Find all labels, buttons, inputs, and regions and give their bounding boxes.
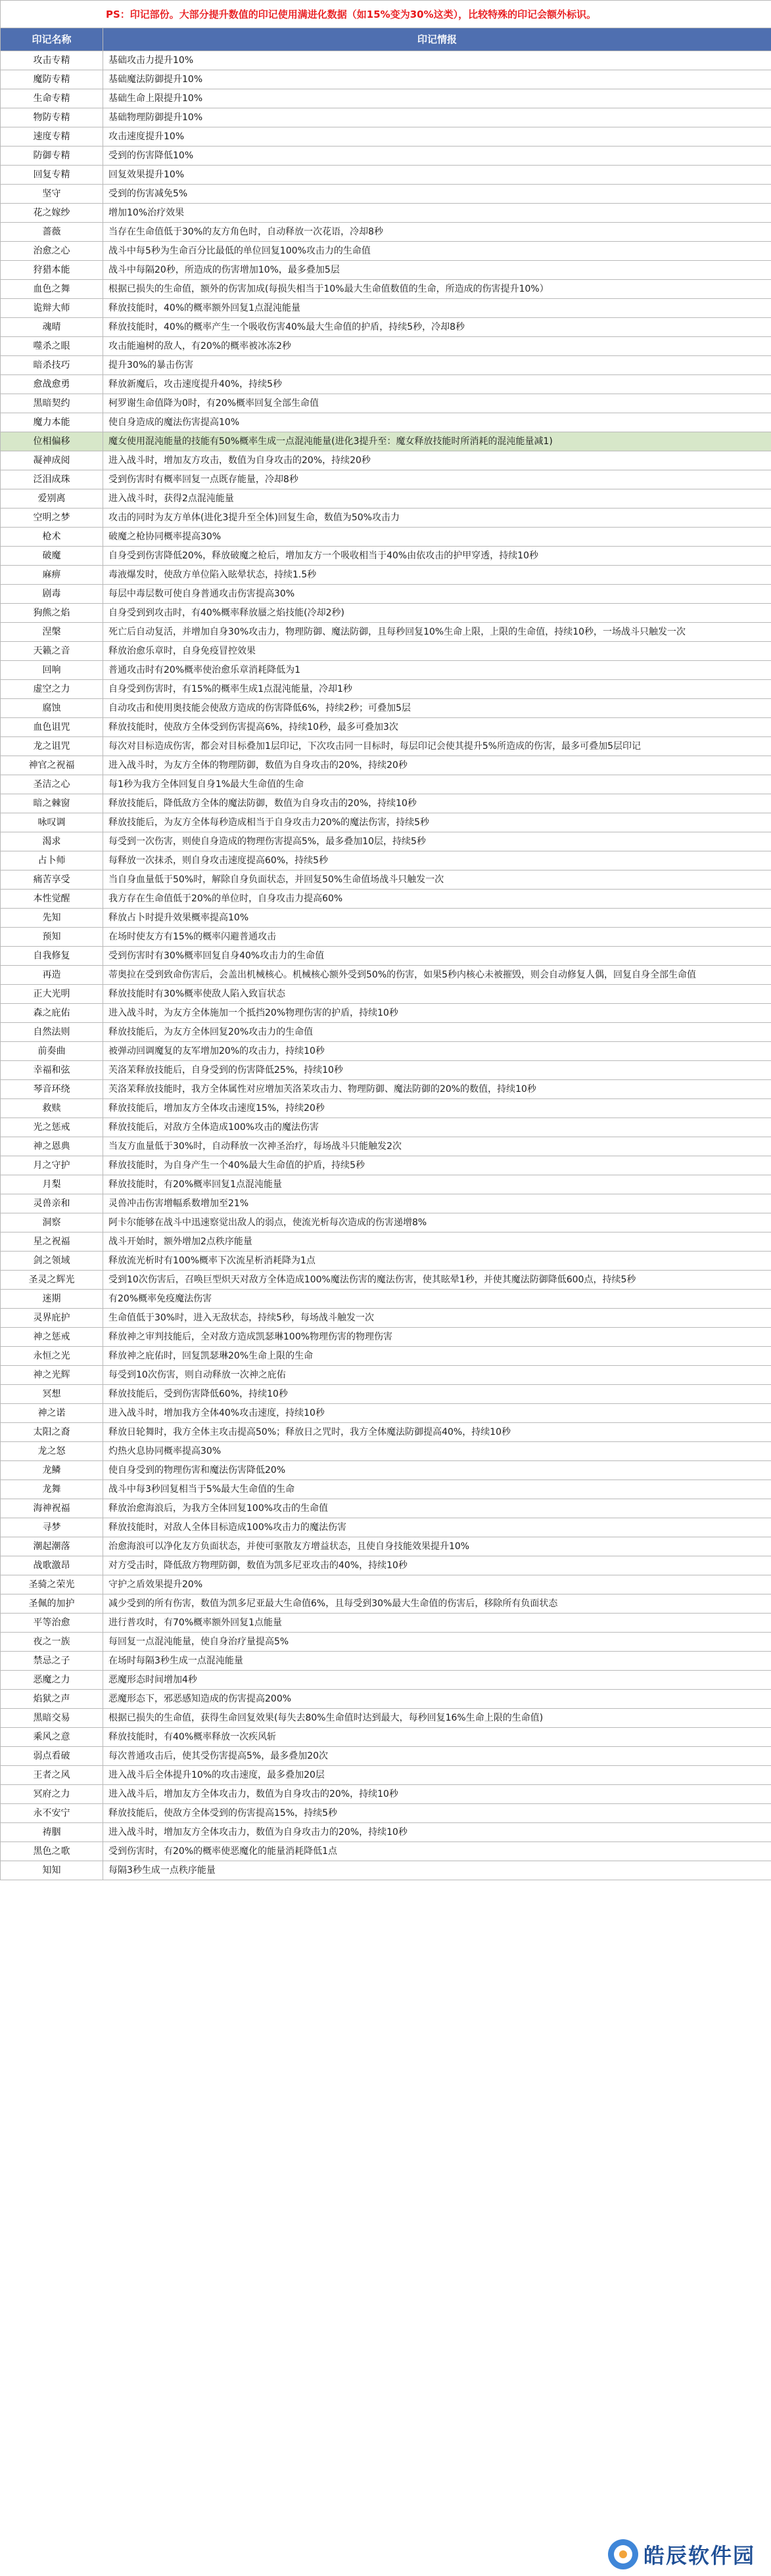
table-row bbox=[1, 1404, 771, 1423]
imprint-desc: 受到的伤害减免5% bbox=[103, 185, 771, 204]
note-row bbox=[1, 1, 771, 28]
imprint-name: 平等治愈 bbox=[1, 1614, 103, 1633]
note-text: PS：印记部份。大部分提升数值的印记使用满进化数据（如15%变为30%这类），比较特殊的印记会额外标识。 bbox=[1, 1, 771, 28]
imprint-name: 位相偏移 bbox=[1, 432, 103, 451]
imprint-name: 回复专精 bbox=[1, 166, 103, 185]
watermark-text: 皓辰软件园 bbox=[643, 2543, 755, 2568]
table-row bbox=[1, 1118, 771, 1137]
imprint-name: 灵兽亲和 bbox=[1, 1194, 103, 1213]
imprint-desc: 攻击的同时为友方单体(进化3提升至全体)回复生命，数值为50%攻击力 bbox=[103, 508, 771, 528]
imprint-desc: 自身受到伤害时，有15%的概率生成1点混沌能量，冷却1秒 bbox=[103, 680, 771, 699]
imprint-name: 诡辩大师 bbox=[1, 299, 103, 318]
imprint-desc: 基础魔法防御提升10% bbox=[103, 70, 771, 89]
table-row bbox=[1, 1194, 771, 1213]
imprint-name: 速度专精 bbox=[1, 127, 103, 147]
imprint-desc: 战斗中每隔20秒，所造成的伤害增加10%，最多叠加5层 bbox=[103, 261, 771, 280]
imprint-desc: 自身受到伤害降低20%，释放破魔之枪后，增加友方一个吸收相当于40%由依攻击的护甲穿透，持续10秒 bbox=[103, 547, 771, 566]
table-row bbox=[1, 1080, 771, 1099]
imprint-name: 痛苦享受 bbox=[1, 870, 103, 890]
imprint-name: 洞察 bbox=[1, 1213, 103, 1232]
imprint-desc: 受到伤害时，有20%的概率使恶魔化的能量消耗降低1点 bbox=[103, 1842, 771, 1861]
table-row bbox=[1, 547, 771, 566]
imprint-desc: 受到伤害时有30%概率回复自身40%攻击力的生命值 bbox=[103, 947, 771, 966]
watermark bbox=[604, 2537, 762, 2572]
imprint-name: 救赎 bbox=[1, 1099, 103, 1118]
imprint-desc: 在场时使友方有15%的概率闪避普通攻击 bbox=[103, 928, 771, 947]
table-row bbox=[1, 870, 771, 890]
table-row bbox=[1, 1137, 771, 1156]
imprint-name: 破魔 bbox=[1, 547, 103, 566]
table-row bbox=[1, 1156, 771, 1175]
table-row bbox=[1, 1213, 771, 1232]
imprint-desc: 释放治愈海浪后，为我方全体回复100%攻击的生命值 bbox=[103, 1499, 771, 1518]
table-row bbox=[1, 299, 771, 318]
table-row bbox=[1, 51, 771, 70]
table-row bbox=[1, 1594, 771, 1614]
imprint-desc: 释放流光析时有100%概率下次流星析消耗降为1点 bbox=[103, 1252, 771, 1271]
imprint-desc: 灵兽冲击伤害增幅系数增加至21% bbox=[103, 1194, 771, 1213]
imprint-desc: 进入战斗后，增加友方全体攻击力，数值为自身攻击的20%，持续10秒 bbox=[103, 1785, 771, 1804]
imprint-desc: 攻击速度提升10% bbox=[103, 127, 771, 147]
imprint-desc: 每隔3秒生成一点秩序能量 bbox=[103, 1861, 771, 1880]
imprint-name: 空明之梦 bbox=[1, 508, 103, 528]
imprint-desc: 每受到一次伤害，则使自身造成的物理伤害提高5%，最多叠加10层，持续5秒 bbox=[103, 832, 771, 851]
imprint-name: 黑色之歌 bbox=[1, 1842, 103, 1861]
imprint-name: 龙鳞 bbox=[1, 1461, 103, 1480]
table-row bbox=[1, 890, 771, 909]
imprint-desc: 释放技能后，为友方全体每秒造成相当于自身攻击力20%的魔法伤害，持续5秒 bbox=[103, 813, 771, 832]
table-row bbox=[1, 1232, 771, 1252]
imprint-name: 魂晴 bbox=[1, 318, 103, 337]
imprint-name: 物防专精 bbox=[1, 108, 103, 127]
table-row bbox=[1, 1537, 771, 1556]
imprint-name: 狗熊之焰 bbox=[1, 604, 103, 623]
imprint-name: 黑暗交易 bbox=[1, 1709, 103, 1728]
imprint-name: 圣洁之心 bbox=[1, 775, 103, 794]
imprint-desc: 释放技能时，对敌人全体目标造成100%攻击力的魔法伤害 bbox=[103, 1518, 771, 1537]
imprint-name: 渴求 bbox=[1, 832, 103, 851]
imprint-name: 王者之风 bbox=[1, 1766, 103, 1785]
table-row bbox=[1, 1480, 771, 1499]
imprint-name: 焰狱之声 bbox=[1, 1690, 103, 1709]
imprint-desc: 攻击能遍树的敌人，有20%的概率被冰冻2秒 bbox=[103, 337, 771, 356]
imprint-name: 幸福和弦 bbox=[1, 1061, 103, 1080]
imprint-name: 花之嫁纱 bbox=[1, 204, 103, 223]
imprint-name: 麻痹 bbox=[1, 566, 103, 585]
table-row bbox=[1, 1861, 771, 1880]
imprint-name: 腐蚀 bbox=[1, 699, 103, 718]
imprint-name: 海神祝福 bbox=[1, 1499, 103, 1518]
imprint-desc: 自身受到到攻击时，有40%概率释放蜃之焰技能(冷却2秒) bbox=[103, 604, 771, 623]
imprint-desc: 进入战斗时，增加友方攻击，数值为自身攻击的20%，持续20秒 bbox=[103, 451, 771, 470]
imprint-name: 琴音环绕 bbox=[1, 1080, 103, 1099]
imprint-name: 血色诅咒 bbox=[1, 718, 103, 737]
table-row bbox=[1, 1271, 771, 1290]
imprint-desc: 使自身受到的物理伤害和魔法伤害降低20% bbox=[103, 1461, 771, 1480]
imprint-desc: 生命值低于30%时，进入无敌状态，持续5秒，每场战斗触发一次 bbox=[103, 1309, 771, 1328]
table-row bbox=[1, 166, 771, 185]
imprint-name: 暗之棘窗 bbox=[1, 794, 103, 813]
imprint-name: 噬杀之眼 bbox=[1, 337, 103, 356]
imprint-desc: 战斗中每3秒回复相当于5%最大生命值的生命 bbox=[103, 1480, 771, 1499]
imprint-desc: 魔女使用混沌能量的技能有50%概率生成一点混沌能量(进化3提升至：魔女释放技能时所消耗的混沌能量减1) bbox=[103, 432, 771, 451]
imprint-desc: 每受到10次伤害，则自动释放一次神之庇佑 bbox=[103, 1366, 771, 1385]
table-row bbox=[1, 1347, 771, 1366]
table-row bbox=[1, 1499, 771, 1518]
imprint-name: 太阳之裔 bbox=[1, 1423, 103, 1442]
imprint-name: 愈战愈勇 bbox=[1, 375, 103, 394]
imprint-name: 先知 bbox=[1, 909, 103, 928]
table-row bbox=[1, 832, 771, 851]
imprint-desc: 释放新魔后，攻击速度提升40%，持续5秒 bbox=[103, 375, 771, 394]
table-row bbox=[1, 1061, 771, 1080]
imprint-desc: 释放技能时有30%概率使敌人陷入致盲状态 bbox=[103, 985, 771, 1004]
imprint-desc: 进入战斗时，获得2点混沌能量 bbox=[103, 489, 771, 508]
imprint-name: 祷胭 bbox=[1, 1823, 103, 1842]
imprint-name: 枪术 bbox=[1, 528, 103, 547]
table-row bbox=[1, 185, 771, 204]
imprint-desc: 释放占卜时提升效果概率提高10% bbox=[103, 909, 771, 928]
imprint-desc: 释放技能时，40%的概率产生一个吸收伤害40%最大生命值的护盾，持续5秒，冷却8秒 bbox=[103, 318, 771, 337]
imprint-desc: 守护之盾效果提升20% bbox=[103, 1575, 771, 1594]
imprint-name: 自我修复 bbox=[1, 947, 103, 966]
imprint-name: 月梨 bbox=[1, 1175, 103, 1194]
table-row bbox=[1, 470, 771, 489]
imprint-desc: 蒂奥拉在受到致命伤害后，会盖出机械核心。机械核心额外受到50%的伤害，如果5秒内核心未被摧毁，则会自动修复人偶，回复自身全部生命值 bbox=[103, 966, 771, 985]
imprint-desc: 释放技能后，受到伤害降低60%，持续10秒 bbox=[103, 1385, 771, 1404]
imprint-name: 坚守 bbox=[1, 185, 103, 204]
table-row bbox=[1, 318, 771, 337]
imprint-name: 圣灵之辉光 bbox=[1, 1271, 103, 1290]
imprint-name: 占卜师 bbox=[1, 851, 103, 870]
table-row bbox=[1, 947, 771, 966]
imprint-name: 夜之一族 bbox=[1, 1633, 103, 1652]
imprint-desc: 释放神之审判技能后，全对敌方造成凯瑟琳100%物理伤害的物理伤害 bbox=[103, 1328, 771, 1347]
imprint-name: 血色之舞 bbox=[1, 280, 103, 299]
imprint-desc: 进入战斗后全体提升10%的攻击速度，最多叠加20层 bbox=[103, 1766, 771, 1785]
table-row bbox=[1, 1709, 771, 1728]
table-row bbox=[1, 1575, 771, 1594]
table-row bbox=[1, 585, 771, 604]
imprint-desc: 提升30%的暴击伤害 bbox=[103, 356, 771, 375]
table-row bbox=[1, 566, 771, 585]
table-row bbox=[1, 1442, 771, 1461]
imprint-name: 神之诺 bbox=[1, 1404, 103, 1423]
imprint-desc: 每次普通攻击后，使其受伤害提高5%，最多叠加20次 bbox=[103, 1747, 771, 1766]
imprint-name: 剑之领域 bbox=[1, 1252, 103, 1271]
table-row bbox=[1, 966, 771, 985]
imprint-name: 暗杀技巧 bbox=[1, 356, 103, 375]
imprint-name: 潮起潮落 bbox=[1, 1537, 103, 1556]
table-row bbox=[1, 661, 771, 680]
imprint-desc: 战斗中每5秒为生命百分比最低的单位回复100%攻击力的生命值 bbox=[103, 242, 771, 261]
imprint-desc: 被弹动回调魔复的友军增加20%的攻击力，持续10秒 bbox=[103, 1042, 771, 1061]
imprint-name: 虚空之力 bbox=[1, 680, 103, 699]
imprint-desc: 释放神之庇佑时，回复凯瑟琳20%生命上限的生命 bbox=[103, 1347, 771, 1366]
imprint-desc: 根据已损失的生命值，获得生命回复效果(每失去80%生命值时达到最大，每秒回复16%生命上限的生命值) bbox=[103, 1709, 771, 1728]
imprint-desc: 释放技能时，40%的概率额外回复1点混沌能量 bbox=[103, 299, 771, 318]
imprint-name: 前奏曲 bbox=[1, 1042, 103, 1061]
imprint-name: 永恒之光 bbox=[1, 1347, 103, 1366]
imprint-name: 冥想 bbox=[1, 1385, 103, 1404]
imprint-name: 永不安宁 bbox=[1, 1804, 103, 1823]
imprint-desc: 阿卡尔能够在战斗中迅速察觉出敌人的弱点，使流光析每次造成的伤害递增8% bbox=[103, 1213, 771, 1232]
table-row bbox=[1, 127, 771, 147]
imprint-desc: 自动攻击和使用奥技能会使敌方造成的伤害降低6%，持续2秒；可叠加5层 bbox=[103, 699, 771, 718]
table-row bbox=[1, 432, 771, 451]
imprint-desc: 基础物理防御提升10% bbox=[103, 108, 771, 127]
imprint-name: 圣骑之荣光 bbox=[1, 1575, 103, 1594]
imprint-desc: 柯罗谢生命值降为0时，有20%概率回复全部生命值 bbox=[103, 394, 771, 413]
imprint-name: 本性觉醒 bbox=[1, 890, 103, 909]
imprint-desc: 基础攻击力提升10% bbox=[103, 51, 771, 70]
table-row bbox=[1, 775, 771, 794]
imprint-desc: 当友方血量低于30%时，自动释放一次神圣治疗，每场战斗只能触发2次 bbox=[103, 1137, 771, 1156]
imprint-desc: 回复效果提升10% bbox=[103, 166, 771, 185]
imprint-desc: 释放技能后，降低敌方全体的魔法防御，数值为自身攻击的20%，持续10秒 bbox=[103, 794, 771, 813]
table-row bbox=[1, 1556, 771, 1575]
table-row bbox=[1, 1366, 771, 1385]
imprint-name: 正大光明 bbox=[1, 985, 103, 1004]
imprint-name: 森之庇佑 bbox=[1, 1004, 103, 1023]
imprint-name: 再造 bbox=[1, 966, 103, 985]
table-row bbox=[1, 413, 771, 432]
imprint-desc: 进入战斗时，增加我方全体40%攻击速度，持续10秒 bbox=[103, 1404, 771, 1423]
imprint-desc: 基础生命上限提升10% bbox=[103, 89, 771, 108]
table-row bbox=[1, 261, 771, 280]
table-row bbox=[1, 604, 771, 623]
table-row bbox=[1, 70, 771, 89]
table-row bbox=[1, 1461, 771, 1480]
imprint-desc: 释放技能时，为自身产生一个40%最大生命值的护盾，持续5秒 bbox=[103, 1156, 771, 1175]
imprint-desc: 释放技能时，使敌方全体受到伤害提高6%，持续10秒，最多可叠加3次 bbox=[103, 718, 771, 737]
table-row bbox=[1, 1385, 771, 1404]
table-row bbox=[1, 204, 771, 223]
imprint-name: 知知 bbox=[1, 1861, 103, 1880]
imprint-name: 弱点看破 bbox=[1, 1747, 103, 1766]
imprint-name: 治愈之心 bbox=[1, 242, 103, 261]
imprint-desc: 我方存在生命值低于20%的单位时，自身攻击力提高60% bbox=[103, 890, 771, 909]
imprint-name: 攻击专精 bbox=[1, 51, 103, 70]
table-row bbox=[1, 508, 771, 528]
imprint-desc: 当自身血量低于50%时，解除自身负面状态，并回复50%生命值场战斗只触发一次 bbox=[103, 870, 771, 890]
imprint-desc: 使自身造成的魔法伤害提高10% bbox=[103, 413, 771, 432]
imprint-name: 剧毒 bbox=[1, 585, 103, 604]
imprint-desc: 在场时每隔3秒生成一点混沌能量 bbox=[103, 1652, 771, 1671]
imprint-name: 龙舞 bbox=[1, 1480, 103, 1499]
header-desc: 印记情报 bbox=[103, 28, 771, 51]
table-row bbox=[1, 1747, 771, 1766]
table-row bbox=[1, 108, 771, 127]
imprint-desc: 每1秒为我方全体回复自身1%最大生命值的生命 bbox=[103, 775, 771, 794]
imprint-desc: 死亡后自动复活，并增加自身30%攻击力，物理防御、魔法防御，且每秒回复10%生命上限，上限的生命值，持续10秒，一场战斗只触发一次 bbox=[103, 623, 771, 642]
imprint-name: 神之恩典 bbox=[1, 1137, 103, 1156]
imprint-name: 咏叹调 bbox=[1, 813, 103, 832]
imprint-desc: 每释放一次抹杀，则自身攻击速度提高60%，持续5秒 bbox=[103, 851, 771, 870]
imprint-desc: 释放日轮舞时，我方全体主攻击提高50%；释放日之咒时，我方全体魔法防御提高40%，持续10秒 bbox=[103, 1423, 771, 1442]
imprint-name: 爱别离 bbox=[1, 489, 103, 508]
imprint-desc: 毒液爆发时，使敌方单位陷入眩晕状态，持续1.5秒 bbox=[103, 566, 771, 585]
table-row bbox=[1, 1004, 771, 1023]
table-row bbox=[1, 985, 771, 1004]
imprint-name: 龙之诅咒 bbox=[1, 737, 103, 756]
table-row bbox=[1, 394, 771, 413]
table-row bbox=[1, 1042, 771, 1061]
table-row bbox=[1, 280, 771, 299]
imprint-name: 寻梦 bbox=[1, 1518, 103, 1537]
table-row bbox=[1, 756, 771, 775]
imprint-name: 自然法则 bbox=[1, 1023, 103, 1042]
imprint-desc: 减少受到的所有伤害，数值为凯多尼亚最大生命值6%，且每受到30%最大生命值的伤害后，移除所有负面状态 bbox=[103, 1594, 771, 1614]
imprint-name: 星之祝福 bbox=[1, 1232, 103, 1252]
table-row bbox=[1, 909, 771, 928]
table-row bbox=[1, 1823, 771, 1842]
table-row bbox=[1, 1099, 771, 1118]
table-row bbox=[1, 1652, 771, 1671]
imprint-name: 狩猎本能 bbox=[1, 261, 103, 280]
imprint-desc: 灼热火息协同概率提高30% bbox=[103, 1442, 771, 1461]
imprint-name: 魔力本能 bbox=[1, 413, 103, 432]
imprint-desc: 当存在生命值低于30%的友方角色时，自动释放一次花语，冷却8秒 bbox=[103, 223, 771, 242]
table-row bbox=[1, 699, 771, 718]
table-row bbox=[1, 1518, 771, 1537]
imprint-name: 恶魔之力 bbox=[1, 1671, 103, 1690]
imprint-desc: 治愈海浪可以净化友方负面状态，并使可驱散友方增益状态，且使自身技能效果提升10% bbox=[103, 1537, 771, 1556]
table-row bbox=[1, 794, 771, 813]
imprint-name: 预知 bbox=[1, 928, 103, 947]
imprint-name: 生命专精 bbox=[1, 89, 103, 108]
table-row bbox=[1, 1290, 771, 1309]
table-row bbox=[1, 223, 771, 242]
imprint-name: 乘风之意 bbox=[1, 1728, 103, 1747]
table-row bbox=[1, 737, 771, 756]
imprint-desc: 释放技能后，为友方全体回复20%攻击力的生命值 bbox=[103, 1023, 771, 1042]
imprint-desc: 进入战斗时，为友方全体的物理防御，数值为自身攻击的20%，持续20秒 bbox=[103, 756, 771, 775]
table-row bbox=[1, 1728, 771, 1747]
table-row bbox=[1, 1766, 771, 1785]
table-row bbox=[1, 1023, 771, 1042]
imprint-name: 蔷薇 bbox=[1, 223, 103, 242]
table-row bbox=[1, 1309, 771, 1328]
imprint-desc: 释放技能后，对敌方全体造成100%攻击的魔法伤害 bbox=[103, 1118, 771, 1137]
imprint-desc: 每层中毒层数可使自身普通攻击伤害提高30% bbox=[103, 585, 771, 604]
imprint-desc: 增加10%治疗效果 bbox=[103, 204, 771, 223]
table-row bbox=[1, 928, 771, 947]
imprint-name: 泛泪成珠 bbox=[1, 470, 103, 489]
watermark-logo-icon bbox=[608, 2539, 638, 2569]
table-row bbox=[1, 851, 771, 870]
imprint-desc: 芙洛茉释放技能后，自身受到的伤害降低25%，持续10秒 bbox=[103, 1061, 771, 1080]
imprint-name: 涅槃 bbox=[1, 623, 103, 642]
imprint-desc: 破魔之枪协同概率提高30% bbox=[103, 528, 771, 547]
imprint-desc: 恶魔形态时间增加4秒 bbox=[103, 1671, 771, 1690]
imprint-name: 天籁之音 bbox=[1, 642, 103, 661]
header-row bbox=[1, 28, 771, 51]
table-row bbox=[1, 1785, 771, 1804]
table-row bbox=[1, 1633, 771, 1652]
imprint-desc: 每次对目标造成伤害，都会对目标叠加1层印记，下次攻击同一目标时，每层印记会使其提升5%所造成的伤害，最多可叠加5层印记 bbox=[103, 737, 771, 756]
imprint-name: 龙之怒 bbox=[1, 1442, 103, 1461]
imprint-desc: 战斗开始时，额外增加2点秩序能量 bbox=[103, 1232, 771, 1252]
table-row bbox=[1, 623, 771, 642]
table-row bbox=[1, 451, 771, 470]
table-row bbox=[1, 1804, 771, 1823]
table-row bbox=[1, 528, 771, 547]
imprint-desc: 受到10次伤害后，召唤巨型炽天对敌方全体造成100%魔法伤害的魔法伤害，使其眩晕1秒，并使其魔法防御降低600点，持续5秒 bbox=[103, 1271, 771, 1290]
imprint-name: 神官之祝福 bbox=[1, 756, 103, 775]
table-row bbox=[1, 1175, 771, 1194]
imprint-name: 防御专精 bbox=[1, 147, 103, 166]
imprint-desc: 受到伤害时有概率回复一点既存能量，冷却8秒 bbox=[103, 470, 771, 489]
imprint-name: 冥府之力 bbox=[1, 1785, 103, 1804]
imprint-desc: 释放技能后，使敌方全体受到的伤害提高15%，持续5秒 bbox=[103, 1804, 771, 1823]
imprint-desc: 进行普攻时，有70%概率额外回复1点能量 bbox=[103, 1614, 771, 1633]
imprint-desc: 进入战斗时，增加友方全体攻击力，数值为自身攻击力的20%，持续10秒 bbox=[103, 1823, 771, 1842]
imprint-desc: 释放技能后，增加友方全体攻击速度15%，持续20秒 bbox=[103, 1099, 771, 1118]
imprint-desc: 释放治愈乐章时，自身免疫冒控效果 bbox=[103, 642, 771, 661]
table-row bbox=[1, 1252, 771, 1271]
imprint-name: 黑暗契约 bbox=[1, 394, 103, 413]
imprint-desc: 释放技能时，有20%概率回复1点混沌能量 bbox=[103, 1175, 771, 1194]
imprint-name: 禁忌之子 bbox=[1, 1652, 103, 1671]
table-row bbox=[1, 147, 771, 166]
imprint-desc: 普通攻击时有20%概率使治愈乐章消耗降低为1 bbox=[103, 661, 771, 680]
imprint-name: 灵界庇护 bbox=[1, 1309, 103, 1328]
imprint-name: 凝神成阅 bbox=[1, 451, 103, 470]
imprint-desc: 恶魔形态下，邪恶感知造成的伤害提高200% bbox=[103, 1690, 771, 1709]
imprint-name: 迷期 bbox=[1, 1290, 103, 1309]
imprint-name: 回响 bbox=[1, 661, 103, 680]
table-row bbox=[1, 356, 771, 375]
table-row bbox=[1, 1328, 771, 1347]
table-row bbox=[1, 680, 771, 699]
table-row bbox=[1, 1614, 771, 1633]
table-row bbox=[1, 375, 771, 394]
imprint-name: 神之惩戒 bbox=[1, 1328, 103, 1347]
imprint-name: 圣佩的加护 bbox=[1, 1594, 103, 1614]
header-name: 印记名称 bbox=[1, 28, 103, 51]
table-row bbox=[1, 642, 771, 661]
table-row bbox=[1, 1690, 771, 1709]
table-row bbox=[1, 242, 771, 261]
table-row bbox=[1, 813, 771, 832]
imprint-desc: 每回复一点混沌能量，使自身治疗量提高5% bbox=[103, 1633, 771, 1652]
imprint-desc: 根据已损失的生命值，额外的伤害加成(每损失相当于10%最大生命值数值的生命，所造成的伤害提升10%） bbox=[103, 280, 771, 299]
table-row bbox=[1, 1423, 771, 1442]
imprint-desc: 芙洛茉释放技能时，我方全体属性对应增加芙洛茉攻击力、物理防御、魔法防御的20%的数值，持续10秒 bbox=[103, 1080, 771, 1099]
imprint-name: 神之光辉 bbox=[1, 1366, 103, 1385]
imprint-name: 光之惩戒 bbox=[1, 1118, 103, 1137]
table-row bbox=[1, 337, 771, 356]
imprint-desc: 有20%概率免疫魔法伤害 bbox=[103, 1290, 771, 1309]
table-row bbox=[1, 89, 771, 108]
imprint-desc: 进入战斗时，为友方全体施加一个抵挡20%物理伤害的护盾，持续10秒 bbox=[103, 1004, 771, 1023]
table-row bbox=[1, 1842, 771, 1861]
imprint-name: 战歌激昂 bbox=[1, 1556, 103, 1575]
imprint-name: 魔防专精 bbox=[1, 70, 103, 89]
imprint-desc: 释放技能时，有40%概率释放一次疾风斩 bbox=[103, 1728, 771, 1747]
imprint-desc: 对方受击时，降低敌方物理防御，数值为凯多尼亚攻击的40%，持续10秒 bbox=[103, 1556, 771, 1575]
table-row bbox=[1, 718, 771, 737]
imprint-desc: 受到的伤害降低10% bbox=[103, 147, 771, 166]
table-row bbox=[1, 1671, 771, 1690]
table-row bbox=[1, 489, 771, 508]
imprint-name: 月之守护 bbox=[1, 1156, 103, 1175]
